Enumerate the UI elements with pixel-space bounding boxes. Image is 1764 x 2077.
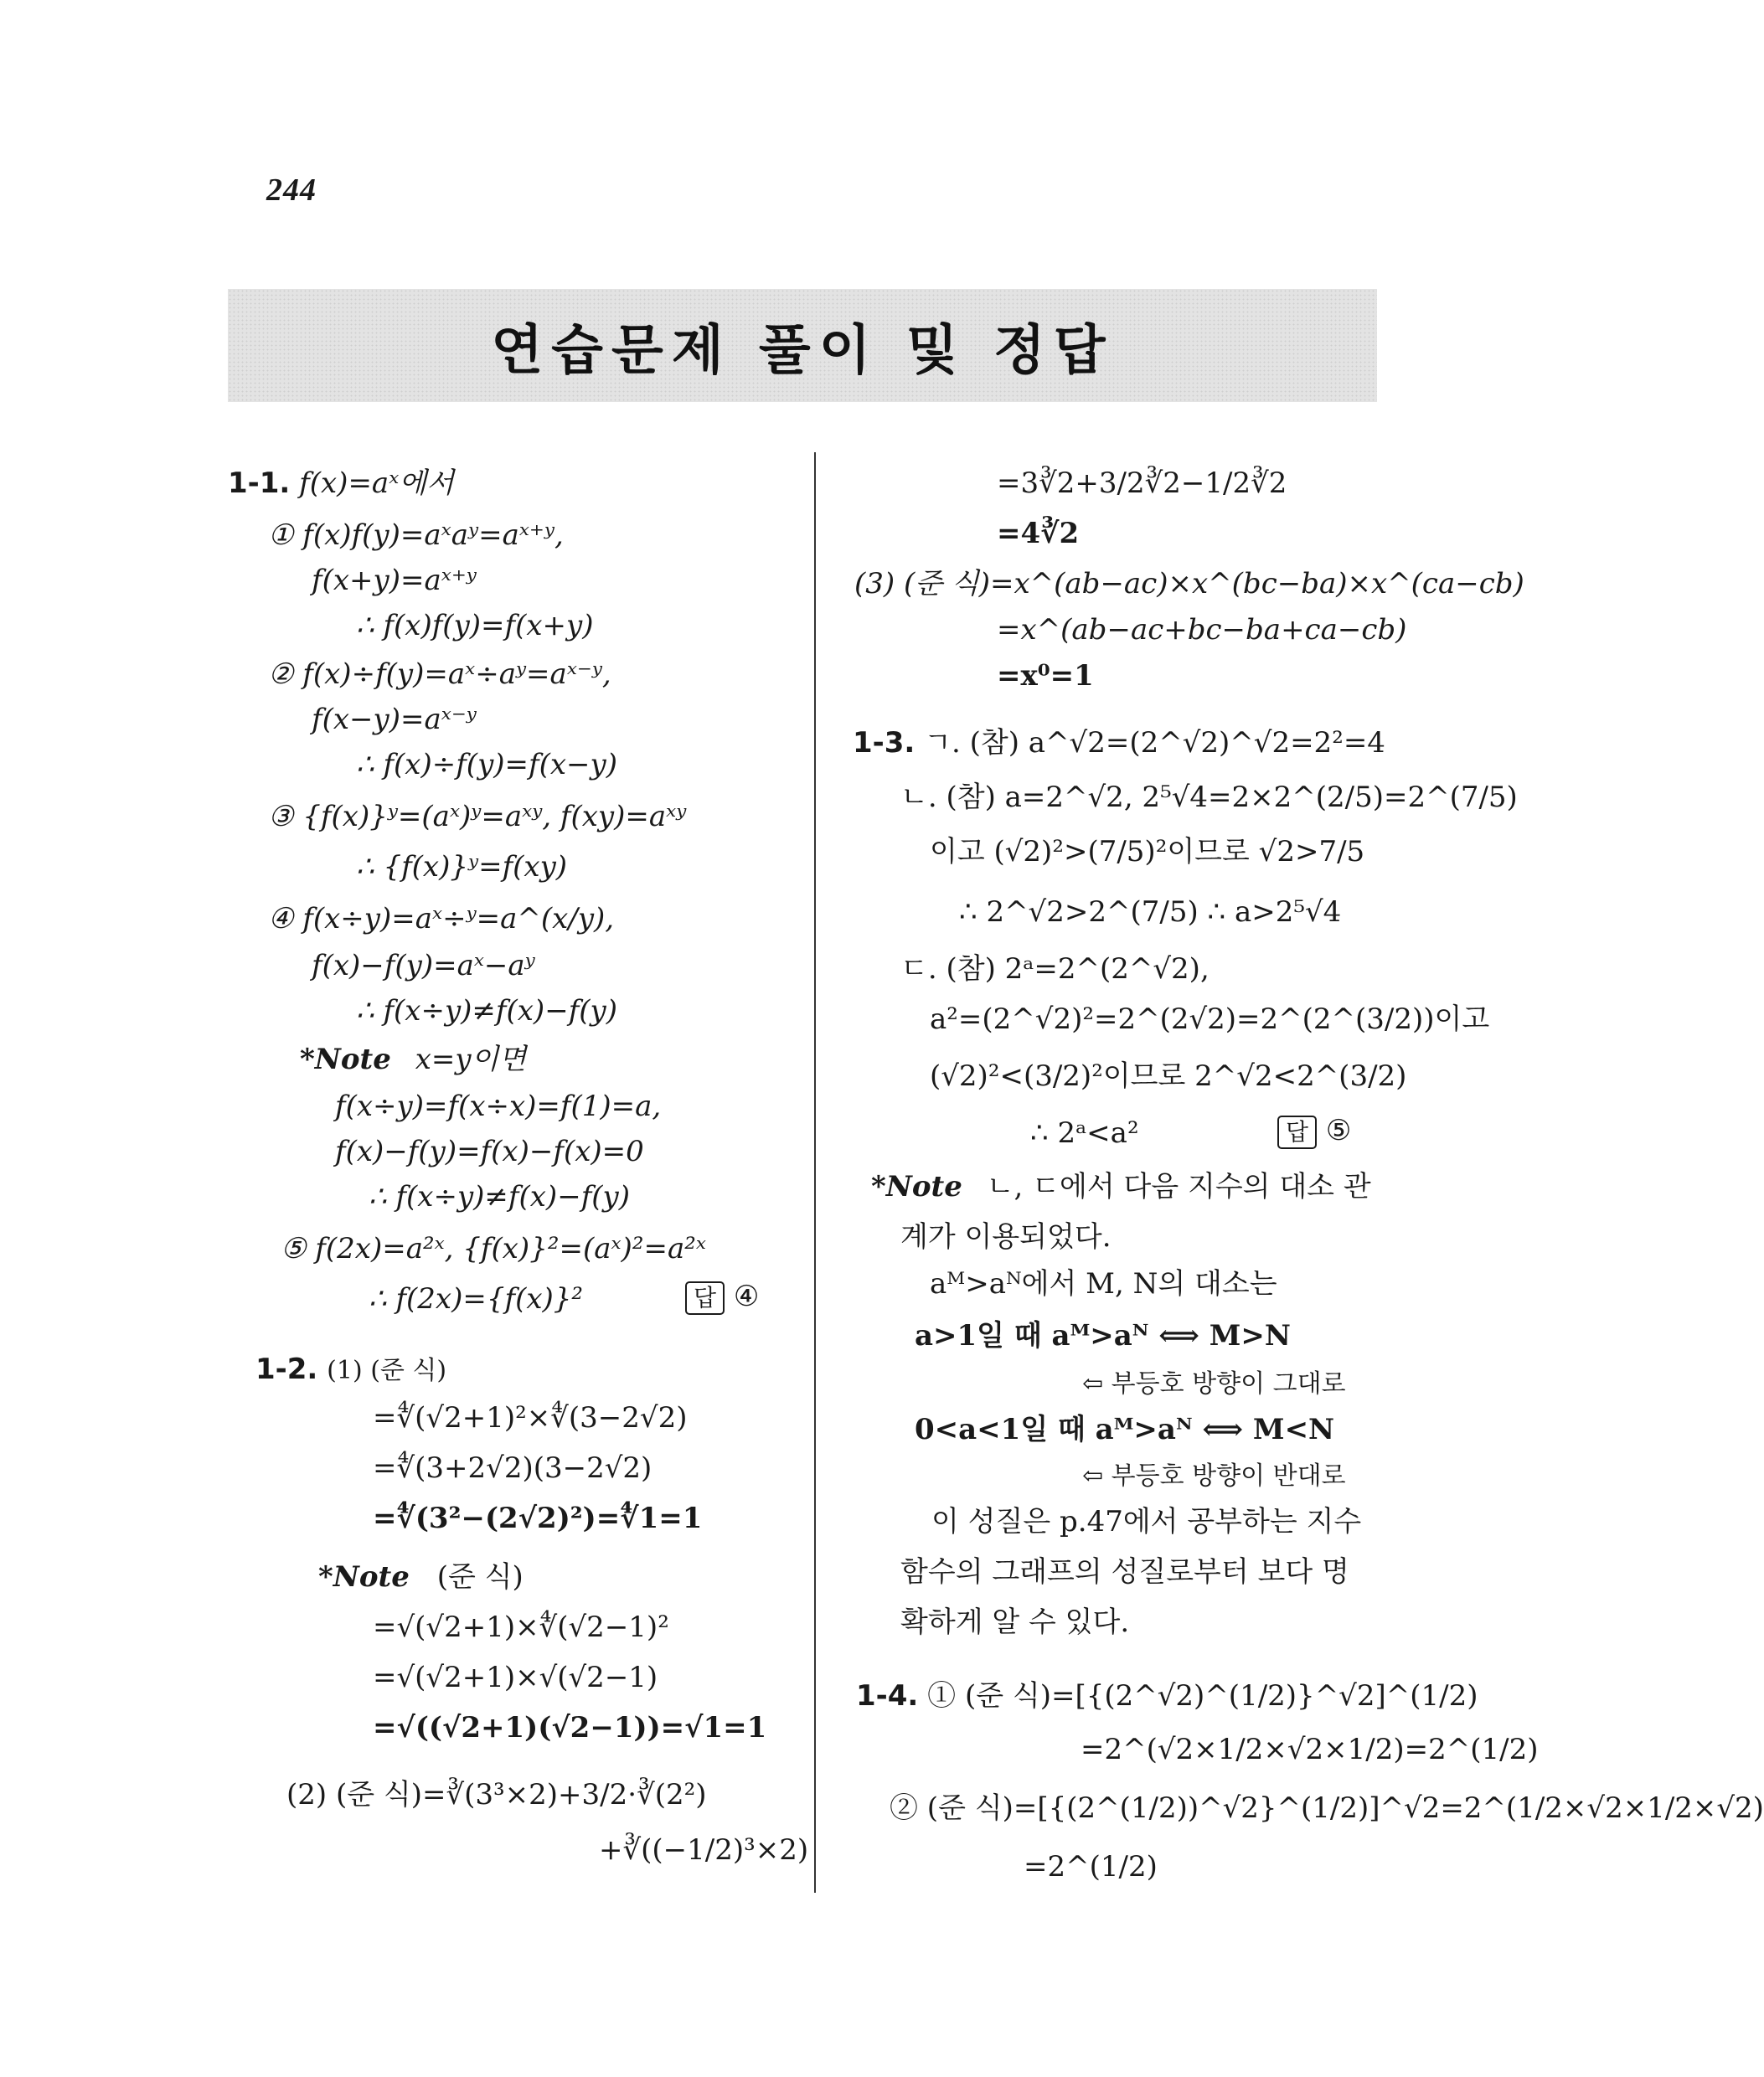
step-line: f(x+y)=aˣ⁺ʸ — [312, 564, 477, 597]
step-line: f(x÷y)=f(x÷x)=f(1)=a, — [335, 1090, 662, 1123]
page-number: 244 — [266, 173, 317, 208]
answer-row — [1277, 1116, 1351, 1149]
step-line: =∜(3²−(2√2)²)=∜1=1 — [373, 1502, 703, 1535]
step-line: =x^(ab−ac+bc−ba+ca−cb) — [997, 613, 1407, 647]
step-line: =2^(1/2) — [1024, 1850, 1158, 1884]
step-line: ∴ f(x)f(y)=f(x+y) — [356, 609, 594, 642]
note-label: *Note — [300, 1043, 391, 1076]
problem-number: 1-4. — [856, 1679, 919, 1713]
step-line: (3) (준 식)=x^(ab−ac)×x^(bc−ba)×x^(ca−cb) — [854, 567, 1524, 600]
problem-number: 1-1. — [228, 466, 291, 500]
answer-box: 답 — [685, 1281, 725, 1315]
answer-value: ⑤ — [1325, 1114, 1352, 1147]
step-line: ∴ 2^√2>2^(7/5) ∴ a>2⁵√4 — [959, 895, 1342, 929]
problem-number: 1-2. — [255, 1353, 318, 1386]
step-line: +∛((−1/2)³×2) — [599, 1833, 809, 1867]
answer-value: ④ — [733, 1280, 760, 1313]
problem-text: f(x)=aˣ에서 — [299, 466, 454, 500]
step-line: ② (준 식)=[{(2^(1/2))^√2}^(1/2)]^√2=2^(1/2×√2×1/2×√2) — [890, 1791, 1764, 1825]
step-line: (√2)²<(3/2)²이므로 2^√2<2^(3/2) — [930, 1059, 1407, 1093]
step-line: =2^(√2×1/2×√2×1/2)=2^(1/2) — [1081, 1733, 1539, 1766]
note-label: *Note — [318, 1560, 410, 1594]
step-line: f(x−y)=aˣ⁻ʸ — [312, 703, 477, 736]
step-line: ③ {f(x)}ʸ=(aˣ)ʸ=aˣʸ, f(xy)=aˣʸ — [268, 800, 687, 833]
note-line — [871, 1172, 1371, 1201]
step-line: ∴ 2ᵃ<a² — [1030, 1116, 1139, 1150]
answer-box: 답 — [1277, 1116, 1317, 1149]
step-line: ㄴ. (참) a=2^√2, 2⁵√4=2×2^(2/5)=2^(7/5) — [900, 781, 1518, 814]
part-label: (1) (준 식) — [327, 1356, 447, 1385]
step-text: ① (준 식)=[{(2^√2)^(1/2)}^√2]^(1/2) — [927, 1679, 1478, 1713]
note-line — [300, 1045, 526, 1074]
step-line: ② f(x)÷f(y)=aˣ÷aʸ=aˣ⁻ʸ, — [268, 657, 611, 691]
step-line: =√((√2+1)(√2−1))=√1=1 — [373, 1711, 767, 1745]
rule-line: 0<a<1일 때 aᴹ>aᴺ ⟺ M<N — [915, 1413, 1335, 1446]
step-line: ㄷ. (참) 2ᵃ=2^(2^√2), — [900, 952, 1210, 986]
step-line: ∴ f(2x)={f(x)}² — [369, 1282, 584, 1316]
step-line: =3∛2+3/2∛2−1/2∛2 — [997, 466, 1287, 500]
step-line: =4∛2 — [997, 517, 1080, 550]
step-line: =x⁰=1 — [997, 659, 1094, 693]
note-line: aᴹ>aᴺ에서 M, N의 대소는 — [930, 1267, 1277, 1301]
rule-comment: ⇦ 부등호 방향이 그대로 — [1082, 1369, 1346, 1399]
step-line: ④ f(x÷y)=aˣ÷ʸ=a^(x/y), — [268, 902, 615, 935]
note-text: ㄴ, ㄷ에서 다음 지수의 대소 관 — [986, 1170, 1371, 1203]
paragraph-line: 이 성질은 p.47에서 공부하는 지수 — [931, 1505, 1362, 1538]
step-line: ⑤ f(2x)=a²ˣ, {f(x)}²=(aˣ)²=a²ˣ — [281, 1232, 706, 1265]
step-line: ∴ f(x÷y)≠f(x)−f(y) — [369, 1180, 631, 1214]
answer-row — [685, 1281, 759, 1315]
paragraph-line: 함수의 그래프의 성질로부터 보다 명 — [900, 1555, 1349, 1589]
step-text: ㄱ. (참) a^√2=(2^√2)^√2=2²=4 — [924, 726, 1385, 760]
problem-1-3-header — [853, 726, 1385, 760]
step-line: =√(√2+1)×√(√2−1) — [373, 1661, 658, 1694]
problem-1-2-header — [255, 1355, 446, 1384]
column-divider — [814, 452, 816, 1893]
note-line — [318, 1560, 524, 1594]
problem-1-1-header — [228, 466, 454, 500]
note-text: (준 식) — [436, 1560, 524, 1594]
note-label: *Note — [871, 1170, 962, 1203]
step-line: (2) (준 식)=∛(3³×2)+3/2·∛(2²) — [286, 1778, 707, 1812]
note-line: 계가 이용되었다. — [900, 1220, 1112, 1254]
step-line: ∴ f(x)÷f(y)=f(x−y) — [356, 748, 618, 781]
title-banner — [228, 289, 1377, 402]
rule-line: a>1일 때 aᴹ>aᴺ ⟺ M>N — [915, 1319, 1291, 1353]
step-line: =∜(3+2√2)(3−2√2) — [373, 1451, 652, 1485]
step-line: 이고 (√2)²>(7/5)²이므로 √2>7/5 — [930, 835, 1365, 868]
step-line: a²=(2^√2)²=2^(2√2)=2^(2^(3/2))이고 — [930, 1002, 1490, 1036]
step-line: ∴ {f(x)}ʸ=f(xy) — [356, 850, 568, 884]
step-line: =∜(√2+1)²×∜(3−2√2) — [373, 1401, 688, 1435]
problem-number: 1-3. — [853, 726, 916, 760]
page-title: 연습문제 풀이 및 정답 — [491, 319, 1114, 382]
step-line: f(x)−f(y)=aˣ−aʸ — [312, 949, 535, 982]
step-line: =√(√2+1)×∜(√2−1)² — [373, 1611, 669, 1644]
note-text: x=y이면 — [415, 1043, 527, 1076]
problem-1-4-header — [856, 1679, 1478, 1713]
step-line: ① f(x)f(y)=aˣaʸ=aˣ⁺ʸ, — [268, 518, 564, 552]
step-line: f(x)−f(y)=f(x)−f(x)=0 — [335, 1135, 644, 1168]
paragraph-line: 확하게 알 수 있다. — [900, 1605, 1130, 1639]
step-line: ∴ f(x÷y)≠f(x)−f(y) — [356, 994, 618, 1028]
rule-comment: ⇦ 부등호 방향이 반대로 — [1082, 1461, 1346, 1491]
